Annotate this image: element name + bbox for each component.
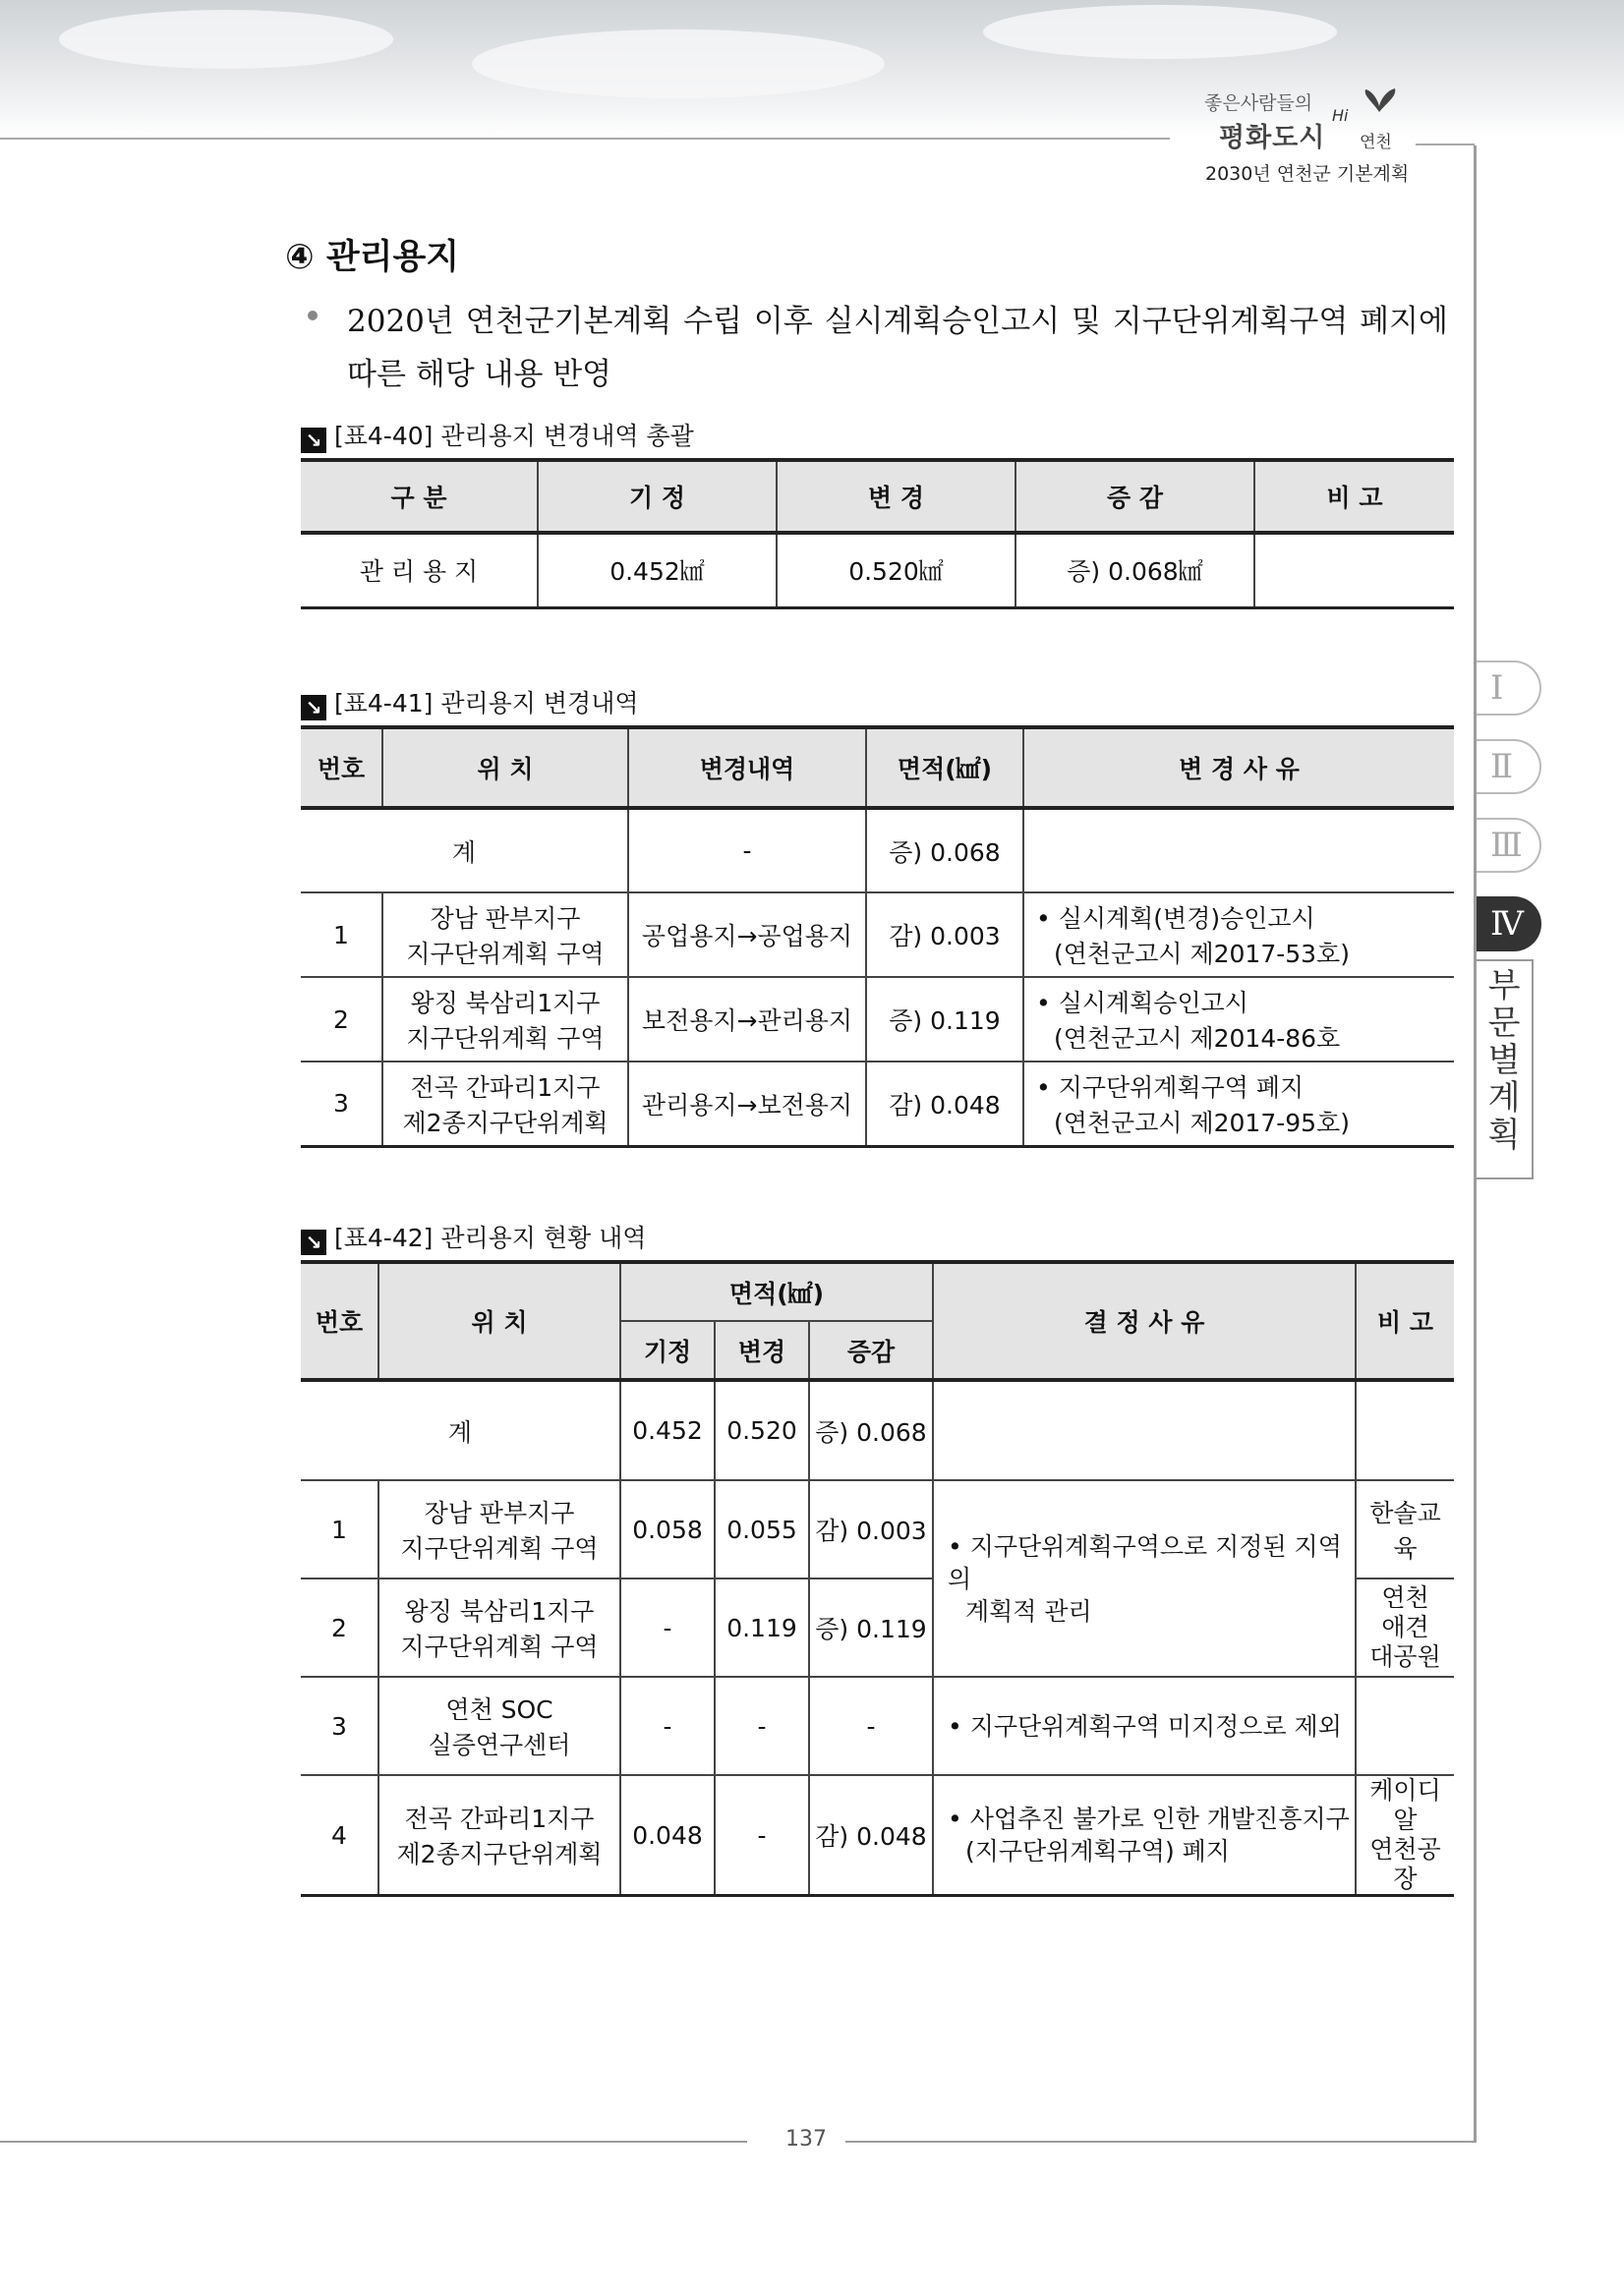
table3-caption: ↘ [표4-42] 관리용지 현황 내역 (301, 1219, 646, 1255)
tab-chapter-2[interactable]: Ⅱ (1477, 739, 1541, 794)
logo-line2: 평화도시 (1219, 123, 1326, 153)
cell-reason: • 사업추진 불가로 인한 개발진흥지구 (지구단위계획구역) 폐지 (933, 1775, 1356, 1896)
cell-note: 케이디알 연천공장 (1356, 1775, 1454, 1896)
arrow-icon: ↘ (301, 1230, 326, 1255)
cell: 3 (301, 1677, 378, 1775)
cell: 증) 0.119 (866, 977, 1023, 1062)
cell: 0.058 (620, 1480, 715, 1578)
table-row (301, 892, 1454, 977)
table-row (301, 533, 1454, 607)
logo-hi: Hi (1332, 106, 1349, 125)
cell: 3 (301, 1062, 382, 1146)
table-landuse-changes (301, 725, 1454, 1148)
page-frame-bottom-right (845, 2141, 1477, 2143)
paragraph-line1: 2020년 연천군기본계획 수립 이후 실시계획승인고시 및 지구단위계획구역 폐지에 (347, 304, 1448, 339)
header-cell: 변 경 사 유 (1023, 727, 1454, 808)
cell-location: 왕징 북삼리1지구 지구단위계획 구역 (378, 1578, 620, 1677)
table1-caption: ↘ [표4-40] 관리용지 변경내역 총괄 (301, 417, 694, 453)
header-cell: 위 치 (382, 727, 628, 808)
cell-location: 왕징 북삼리1지구 지구단위계획 구역 (382, 977, 628, 1062)
table-row (301, 1775, 1454, 1896)
logo-city: 연천 (1360, 133, 1392, 152)
table-row-total (301, 1380, 1454, 1480)
chapter-vertical-label: 부 문 별 계 획 (1477, 959, 1534, 1179)
cell: 2 (301, 1578, 378, 1677)
cell: 증) 0.068 (809, 1380, 933, 1480)
table-row (301, 1677, 1454, 1775)
cell: 2 (301, 977, 382, 1062)
header-cell: 증 감 (1015, 460, 1254, 533)
cell-location: 장남 판부지구 지구단위계획 구역 (382, 892, 628, 977)
document-subtitle: 2030년 연천군 기본계획 (1205, 163, 1410, 185)
logo-line1: 좋은사람들의 (1204, 92, 1313, 114)
cell: - (715, 1677, 809, 1775)
arrow-icon: ↘ (301, 695, 326, 720)
header-cell: 면적(㎢) (620, 1262, 933, 1321)
header-cell: 비 고 (1356, 1262, 1454, 1380)
cell: 관리용지→보전용지 (628, 1062, 866, 1146)
cell: 증) 0.068 (866, 808, 1023, 892)
tab-chapter-1[interactable]: Ⅰ (1477, 660, 1541, 716)
paragraph-line2: 따른 해당 내용 반영 (347, 357, 612, 392)
cell: 0.520 (715, 1380, 809, 1480)
table-landuse-status (301, 1260, 1454, 1897)
header-cell: 구 분 (301, 460, 538, 533)
cell-reason: • 실시계획(변경)승인고시 (연천군고시 제2017-53호) (1023, 892, 1454, 977)
cell-location: 전곡 간파리1지구 제2종지구단위계획 (378, 1775, 620, 1896)
bullet-icon (308, 311, 318, 320)
cell: 0.452 (620, 1380, 715, 1480)
header-rule (0, 138, 1170, 140)
cell-location: 장남 판부지구 지구단위계획 구역 (378, 1480, 620, 1578)
cell: 한솔교육 (1356, 1480, 1454, 1578)
header-cell: 번호 (301, 1262, 378, 1380)
cell (1254, 533, 1454, 607)
header-cell: 기 정 (538, 460, 777, 533)
cell: 관 리 용 지 (359, 557, 479, 587)
cell: 증) 0.068㎢ (1015, 533, 1254, 607)
cloud-shape (59, 10, 393, 69)
cell-location: 전곡 간파리1지구 제2종지구단위계획 (382, 1062, 628, 1146)
cell (1023, 808, 1454, 892)
cell: 공업용지→공업용지 (628, 892, 866, 977)
section-title: ④ 관리용지 (285, 238, 460, 277)
cell: 0.452㎢ (538, 533, 777, 607)
tab-chapter-3[interactable]: Ⅲ (1477, 818, 1541, 873)
city-logo (1194, 77, 1430, 155)
cloud-shape (472, 29, 885, 98)
header-cell: 증감 (809, 1321, 933, 1380)
cell: 0.048 (620, 1775, 715, 1896)
header-cell: 위 치 (378, 1262, 620, 1380)
arrow-icon: ↘ (301, 428, 326, 453)
cell: - (715, 1775, 809, 1896)
cell-note: 연천 애견 대공원 (1356, 1578, 1454, 1677)
cell (1356, 1677, 1454, 1775)
cell: 감) 0.003 (866, 892, 1023, 977)
cell-reason: • 실시계획승인고시 (연천군고시 제2014-86호 (1023, 977, 1454, 1062)
tab-chapter-4[interactable]: Ⅳ (1477, 896, 1541, 951)
cell-reason: • 지구단위계획구역 폐지 (연천군고시 제2017-95호) (1023, 1062, 1454, 1146)
header-cell: 번호 (301, 727, 382, 808)
cell (1356, 1380, 1454, 1480)
header-cell: 변경내역 (628, 727, 866, 808)
cell: 4 (301, 1775, 378, 1896)
cell: - (628, 808, 866, 892)
cell: 계 (301, 1380, 620, 1480)
cell-reason-merged: • 지구단위계획구역으로 지정된 지역의 계획적 관리 (933, 1480, 1356, 1677)
section-paragraph (347, 295, 1448, 401)
cell-location: 연천 SOC 실증연구센터 (378, 1677, 620, 1775)
cell: 0.520㎢ (777, 533, 1015, 607)
cell: 감) 0.048 (809, 1775, 933, 1896)
cell: 감) 0.003 (809, 1480, 933, 1578)
table-row (301, 1480, 1454, 1578)
cell: - (809, 1677, 933, 1775)
header-cell: 비 고 (1254, 460, 1454, 533)
page-frame-bottom-left (0, 2141, 747, 2143)
cloud-shape (983, 5, 1337, 59)
header-cell: 결 정 사 유 (933, 1262, 1356, 1380)
table-row (301, 977, 1454, 1062)
header-cell: 기정 (620, 1321, 715, 1380)
header-cell: 변 경 (777, 460, 1015, 533)
cell: 0.055 (715, 1480, 809, 1578)
header-cell: 변경 (715, 1321, 809, 1380)
butterfly-icon (1360, 86, 1399, 116)
cell-reason: • 지구단위계획구역 미지정으로 제외 (933, 1677, 1356, 1775)
cell: 보전용지→관리용지 (628, 977, 866, 1062)
cell: 0.119 (715, 1578, 809, 1677)
cell: 1 (301, 1480, 378, 1578)
cell (933, 1380, 1356, 1480)
table-row (301, 1062, 1454, 1146)
cell: - (620, 1578, 715, 1677)
cell: 계 (301, 808, 628, 892)
page-number: 137 (785, 2127, 827, 2152)
table-landuse-summary (301, 458, 1454, 609)
cell: 1 (301, 892, 382, 977)
header-cell: 면적(㎢) (866, 727, 1023, 808)
table2-caption: ↘ [표4-41] 관리용지 변경내역 (301, 684, 639, 720)
cell: 증) 0.119 (809, 1578, 933, 1677)
cell: - (620, 1677, 715, 1775)
cell: 감) 0.048 (866, 1062, 1023, 1146)
table-row-total (301, 808, 1454, 892)
